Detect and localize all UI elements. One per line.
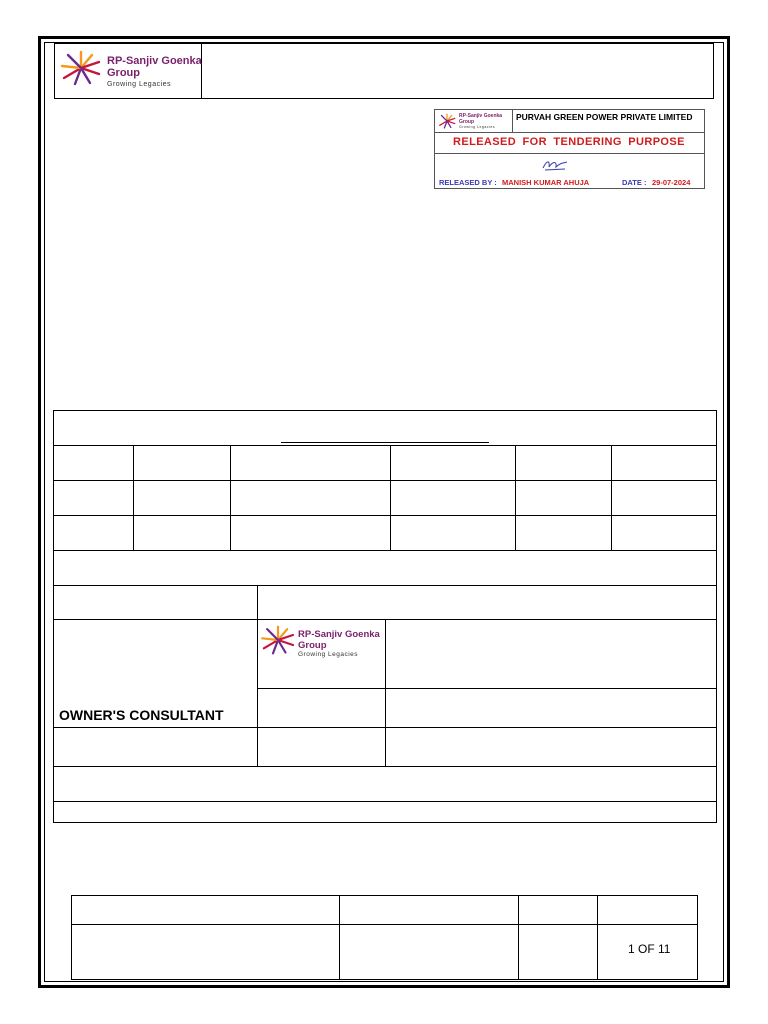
owner-logo-name-line2: Group xyxy=(298,640,327,651)
stamp-company-name: PURVAH GREEN POWER PRIVATE LIMITED xyxy=(516,112,693,122)
footer-table xyxy=(71,895,698,980)
stamp-logo-name-line2: Group xyxy=(459,119,474,125)
company-logo-owner xyxy=(260,624,382,662)
logo-tagline: Growing Legacies xyxy=(107,81,172,88)
owner-consultant-label: OWNER'S CONSULTANT xyxy=(59,707,224,723)
star-logo-icon xyxy=(60,50,102,86)
stamp-date-value: 29-07-2024 xyxy=(652,178,691,187)
stamp-logo-tagline: Growing Legacies xyxy=(459,125,496,129)
company-logo-top xyxy=(60,48,200,92)
page-number: 1 OF 11 xyxy=(628,942,671,956)
stamp-released-by-label: RELEASED BY : xyxy=(439,178,497,187)
owner-logo-name-line1: RP-Sanjiv Goenka xyxy=(298,629,380,640)
logo-name-line1: RP-Sanjiv Goenka xyxy=(107,55,202,67)
stamp-logo-name-line1: RP-Sanjiv Goenka xyxy=(459,113,503,119)
company-logo-stamp xyxy=(438,111,512,131)
document-info-table xyxy=(53,410,717,823)
stamp-released-by-value: MANISH KUMAR AHUJA xyxy=(502,178,590,187)
stamp-date-label: DATE : xyxy=(622,178,647,187)
star-logo-icon xyxy=(438,113,456,129)
star-logo-icon xyxy=(260,625,296,655)
owner-logo-tagline: Growing Legacies xyxy=(298,651,359,658)
signature-mark xyxy=(541,157,571,173)
logo-name-line2: Group xyxy=(107,67,140,79)
stamp-title: RELEASED FOR TENDERING PURPOSE xyxy=(453,136,685,148)
